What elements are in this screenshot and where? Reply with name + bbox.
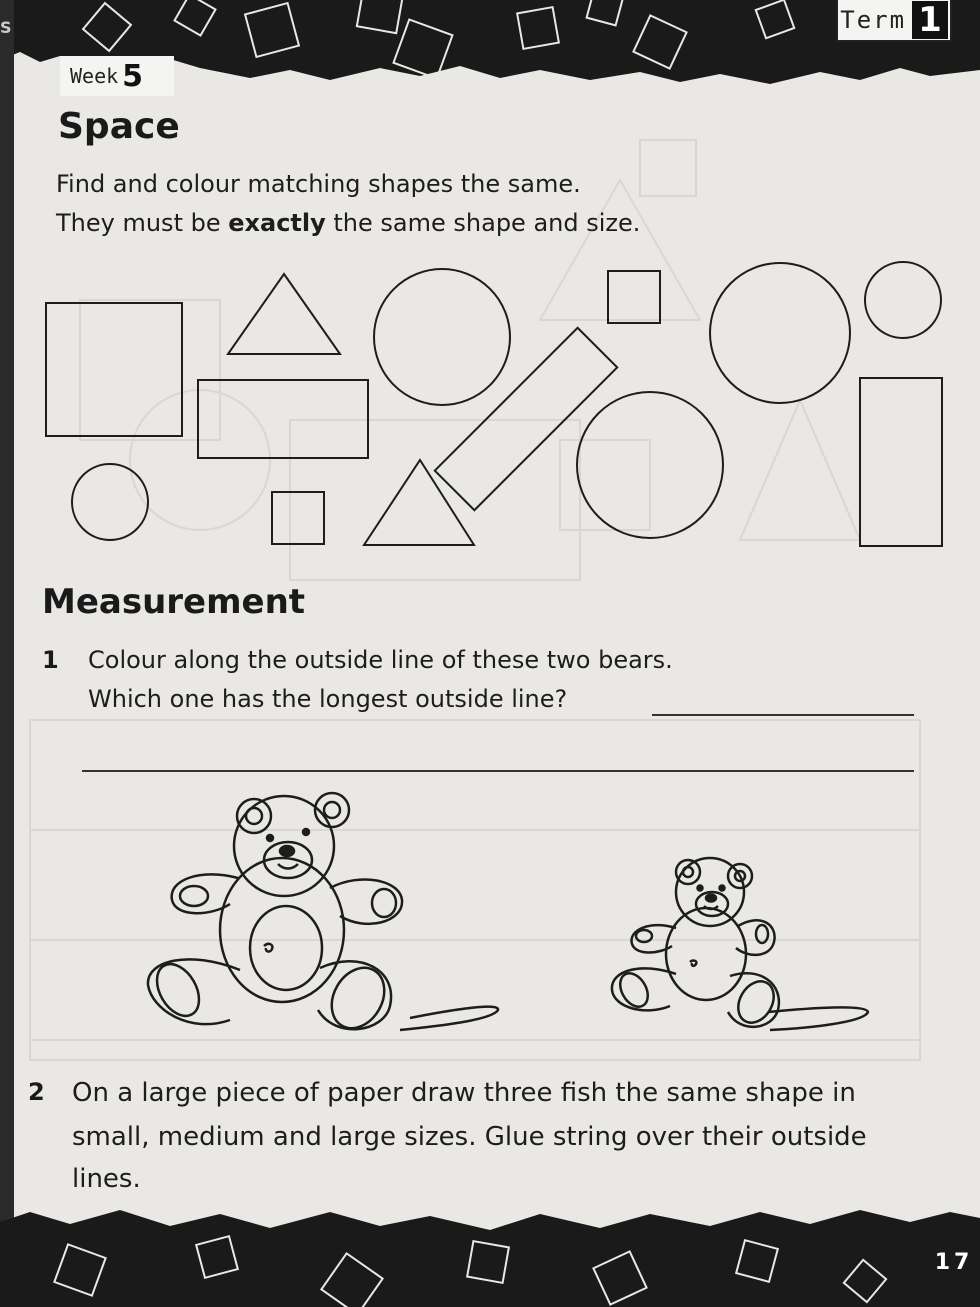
- space-heading: Space: [58, 106, 180, 147]
- small-circle-shape-1[interactable]: [865, 262, 941, 338]
- question-2-line-1: On a large piece of paper draw three fish the same shape in: [72, 1078, 856, 1108]
- space-instruction-2: [56, 209, 640, 237]
- small-bear-icon[interactable]: [612, 858, 868, 1030]
- answer-line-1[interactable]: [652, 714, 914, 716]
- matching-shapes: [0, 250, 980, 560]
- bottom-decorative-band: [0, 1200, 980, 1307]
- circle-shape-2[interactable]: [710, 263, 850, 403]
- small-square-shape-2[interactable]: [272, 492, 324, 544]
- instruction-2-end: the same shape and size.: [325, 209, 641, 237]
- question-1-number: 1: [42, 646, 59, 674]
- rectangle-shape-1[interactable]: [198, 380, 368, 458]
- week-number: 5: [122, 58, 144, 94]
- triangle-shape-1[interactable]: [228, 274, 340, 354]
- small-circle-shape-2[interactable]: [72, 464, 148, 540]
- instruction-2-emphasis: exactly: [228, 209, 326, 237]
- term-label: Term: [840, 6, 907, 34]
- bears-illustration: [0, 780, 980, 1060]
- measurement-heading: Measurement: [42, 582, 306, 622]
- question-1-line-2: Which one has the longest outside line?: [88, 685, 568, 713]
- term-number: 1: [912, 1, 948, 39]
- instruction-2-start: They must be: [56, 209, 229, 237]
- circle-shape-1[interactable]: [374, 269, 510, 405]
- large-bear-icon[interactable]: [148, 793, 498, 1038]
- term-tab: [836, 0, 952, 42]
- week-tab: [60, 56, 174, 96]
- diagonal-rectangle-shape[interactable]: [435, 328, 617, 510]
- large-circle-shape[interactable]: [577, 392, 723, 538]
- page-number: 17: [934, 1249, 974, 1275]
- question-1-line-1: Colour along the outside line of these two bears.: [88, 646, 673, 674]
- week-label: Week: [70, 64, 119, 88]
- question-2-number: 2: [28, 1078, 45, 1106]
- question-2-line-3: lines.: [72, 1164, 141, 1194]
- large-square-shape[interactable]: [46, 303, 182, 436]
- question-2-line-2: small, medium and large sizes. Glue string over their outside: [72, 1122, 867, 1152]
- space-instruction-1: Find and colour matching shapes the same.: [56, 170, 581, 198]
- edge-mark: S: [0, 18, 12, 37]
- tall-rectangle-shape[interactable]: [860, 378, 942, 546]
- binding-edge: [0, 0, 14, 1307]
- small-square-shape-1[interactable]: [608, 271, 660, 323]
- answer-line-2[interactable]: [82, 770, 914, 772]
- triangle-shape-2[interactable]: [364, 460, 474, 545]
